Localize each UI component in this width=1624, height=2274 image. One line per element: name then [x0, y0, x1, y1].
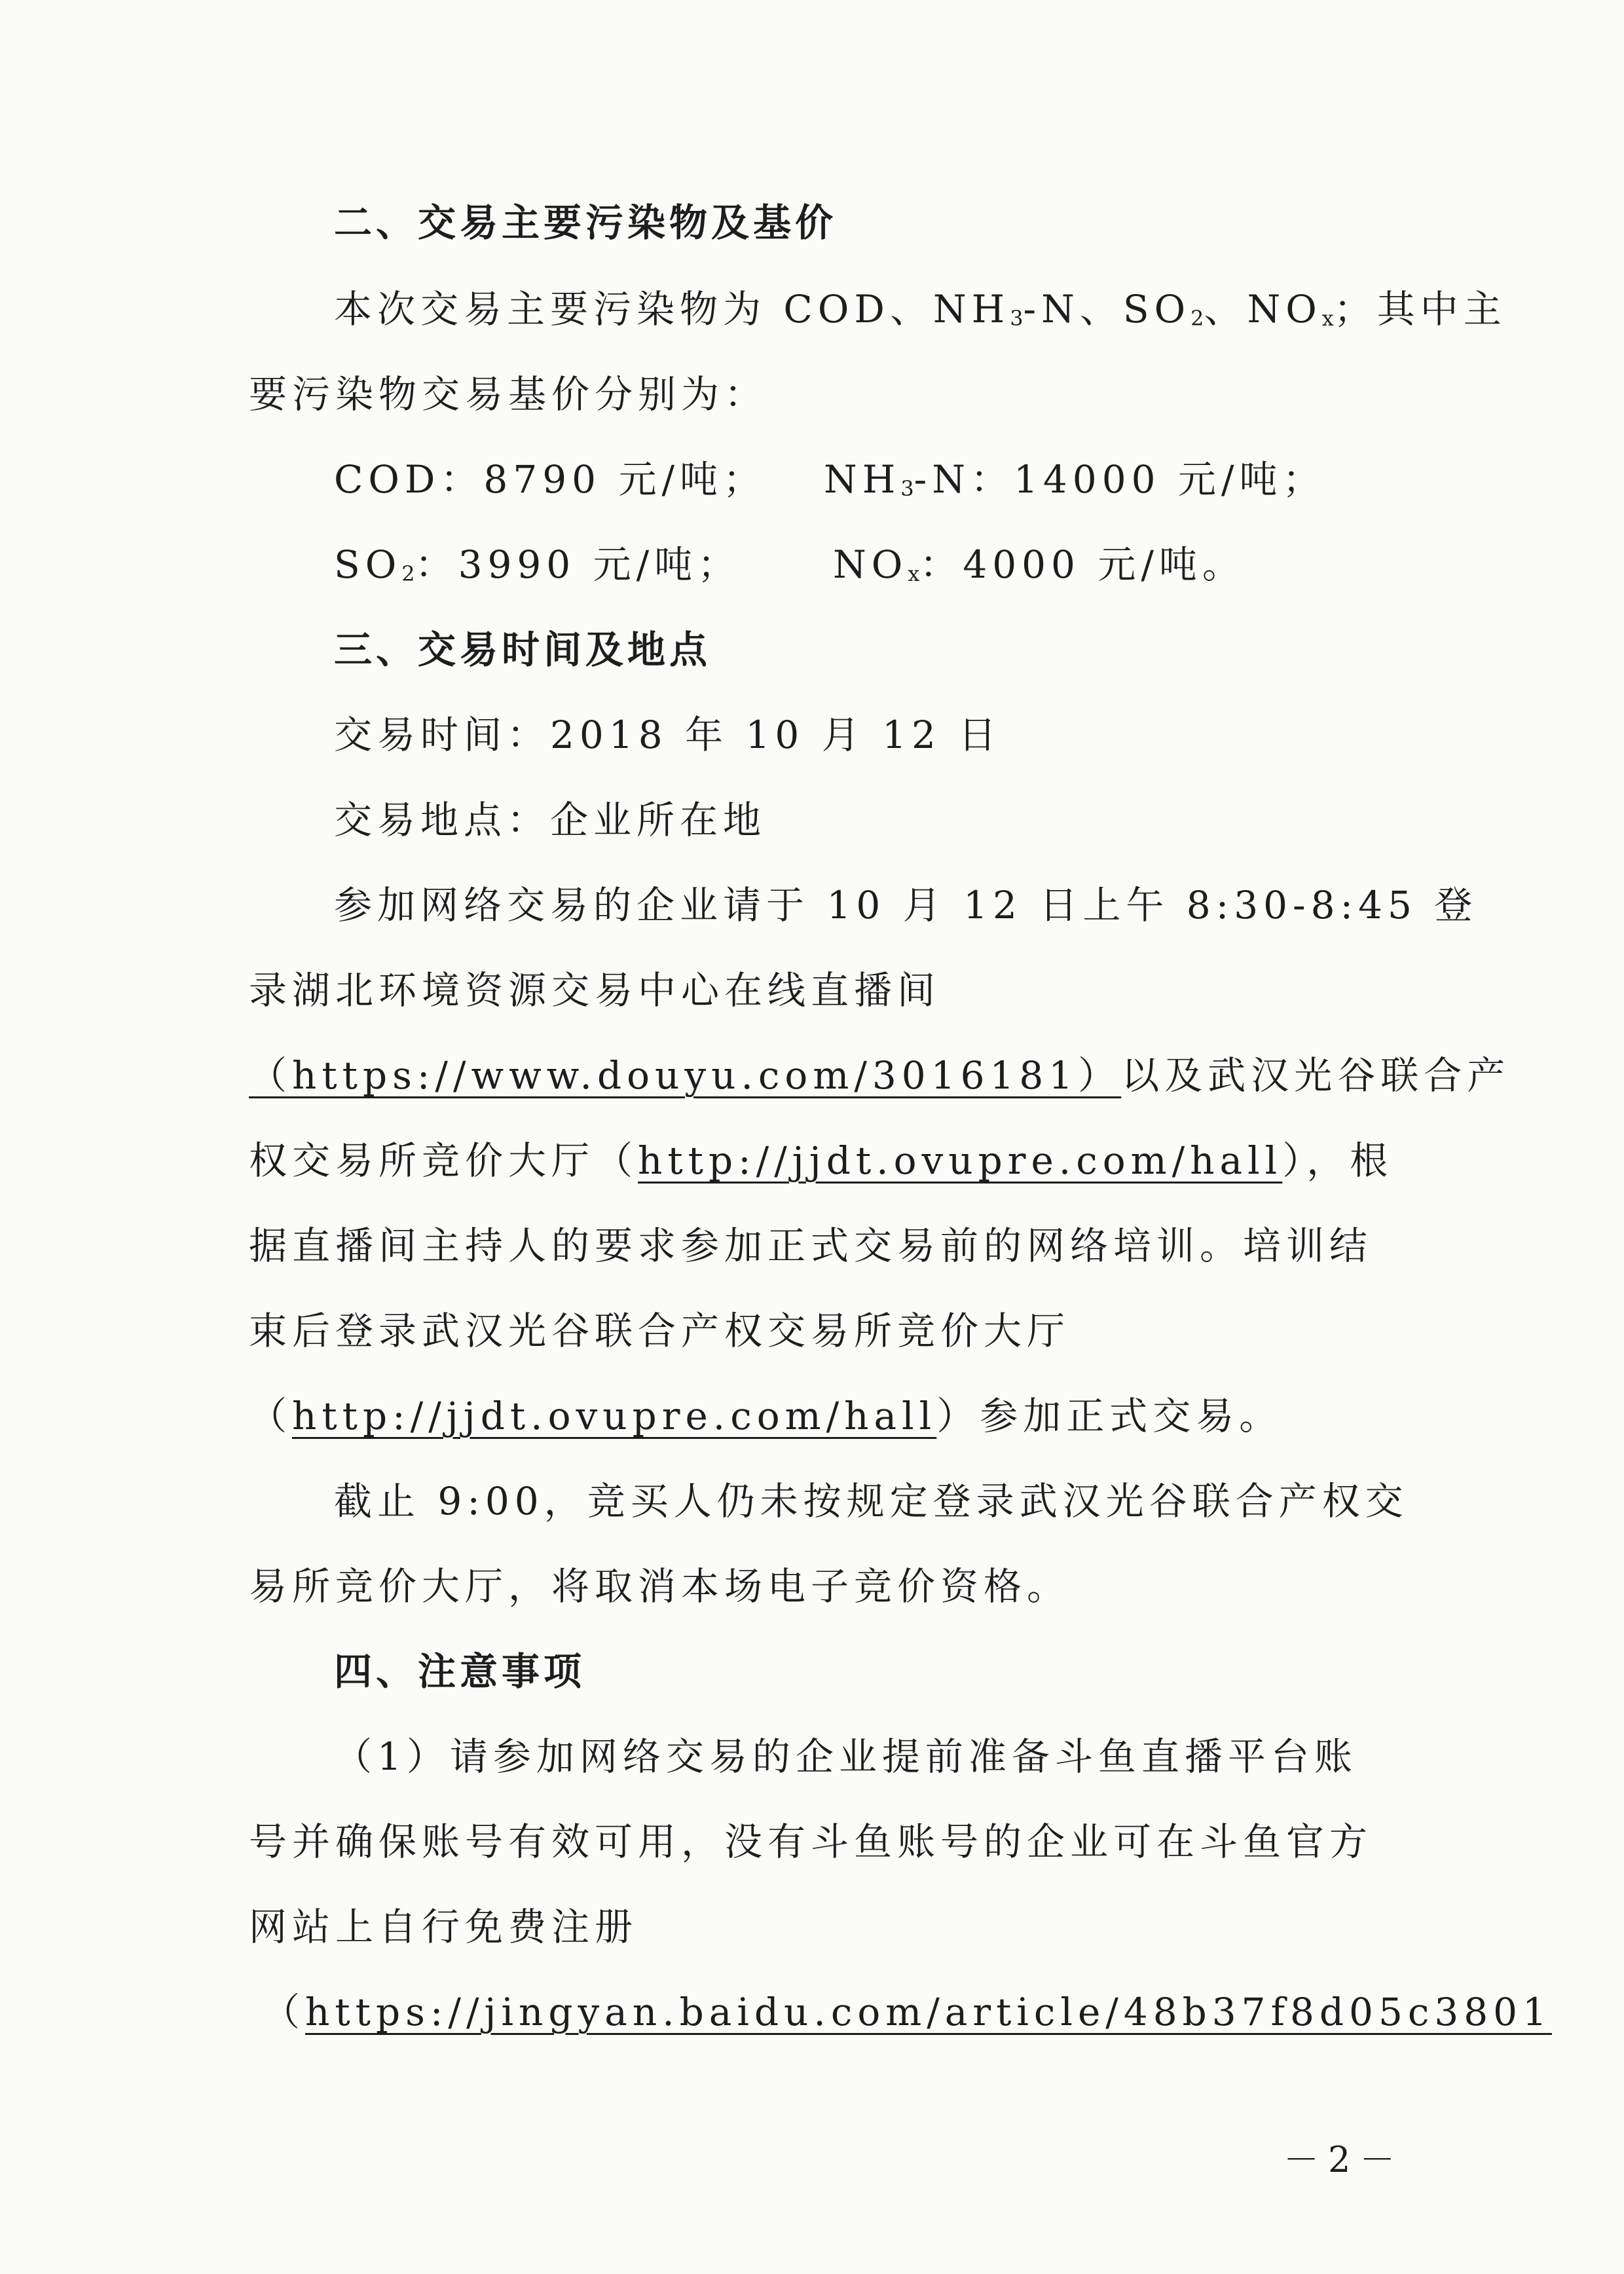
section-4-line-1: （1）请参加网络交易的企业提前准备斗鱼直播平台账 — [334, 1734, 1357, 1779]
douyu-register-guide-link[interactable]: https://jingyan.baidu.com/article/48b37f8d05c3801 — [305, 1990, 1552, 2034]
price-cod: COD：8790 元/吨； — [334, 457, 767, 502]
trade-place: 交易地点：企业所在地 — [334, 798, 767, 842]
section-3-line-1: 参加网络交易的企业请于 10 月 12 日上午 8:30-8:45 登 — [334, 883, 1478, 927]
page-number: －2－ — [1283, 2139, 1405, 2180]
section-4-line-2: 号并确保账号有效可用，没有斗鱼账号的企业可在斗鱼官方 — [249, 1819, 1373, 1864]
section-3-heading: 三、交易时间及地点 — [334, 627, 712, 672]
section-3-line-5: 据直播间主持人的要求参加正式交易前的网络培训。培训结 — [249, 1223, 1373, 1268]
section-3-line-9: 易所竞价大厅，将取消本场电子竞价资格。 — [249, 1564, 1071, 1609]
trade-time: 交易时间：2018 年 10 月 12 日 — [334, 713, 1002, 757]
section-2-paragraph-line-1: 本次交易主要污染物为 COD、$NH_3-N$、$SO_2$、$NO_x$；其中主 — [334, 287, 1507, 331]
section-3-line-7: （http://jjdt.ovupre.com/hall）参加正式交易。 — [249, 1394, 1283, 1438]
section-3-line-8: 截止 9:00，竞买人仍未按规定登录武汉光谷联合产权交 — [334, 1479, 1409, 1523]
price-nox: $NO_x$：4000 元/吨。 — [833, 542, 1246, 587]
section-3-line-3: （https://www.douyu.com/3016181）以及武汉光谷联合产 — [249, 1053, 1511, 1098]
bidding-hall-link-2[interactable]: http://jjdt.ovupre.com/hall — [292, 1394, 937, 1438]
price-nh3: $NH_3-N$：14000 元/吨； — [824, 457, 1326, 502]
section-2-paragraph-line-2: 要污染物交易基价分别为： — [249, 372, 768, 417]
section-4-heading: 四、注意事项 — [334, 1649, 586, 1694]
section-4-line-4: （https://jingyan.baidu.com/article/48b37f8d05c3801 — [262, 1990, 1552, 2034]
section-2-heading: 二、交易主要污染物及基价 — [334, 200, 838, 245]
price-so2: $SO_2$：3990 元/吨； — [334, 542, 741, 587]
section-3-line-2: 录湖北环境资源交易中心在线直播间 — [249, 968, 941, 1013]
section-4-line-3: 网站上自行免费注册 — [249, 1905, 638, 1949]
section-3-line-6: 束后登录武汉光谷联合产权交易所竞价大厅 — [249, 1309, 1071, 1353]
douyu-live-link[interactable]: （https://www.douyu.com/3016181） — [249, 1053, 1122, 1098]
bidding-hall-link[interactable]: http://jjdt.ovupre.com/hall — [638, 1138, 1283, 1183]
section-3-line-4: 权交易所竞价大厅（http://jjdt.ovupre.com/hall），根 — [249, 1138, 1393, 1183]
